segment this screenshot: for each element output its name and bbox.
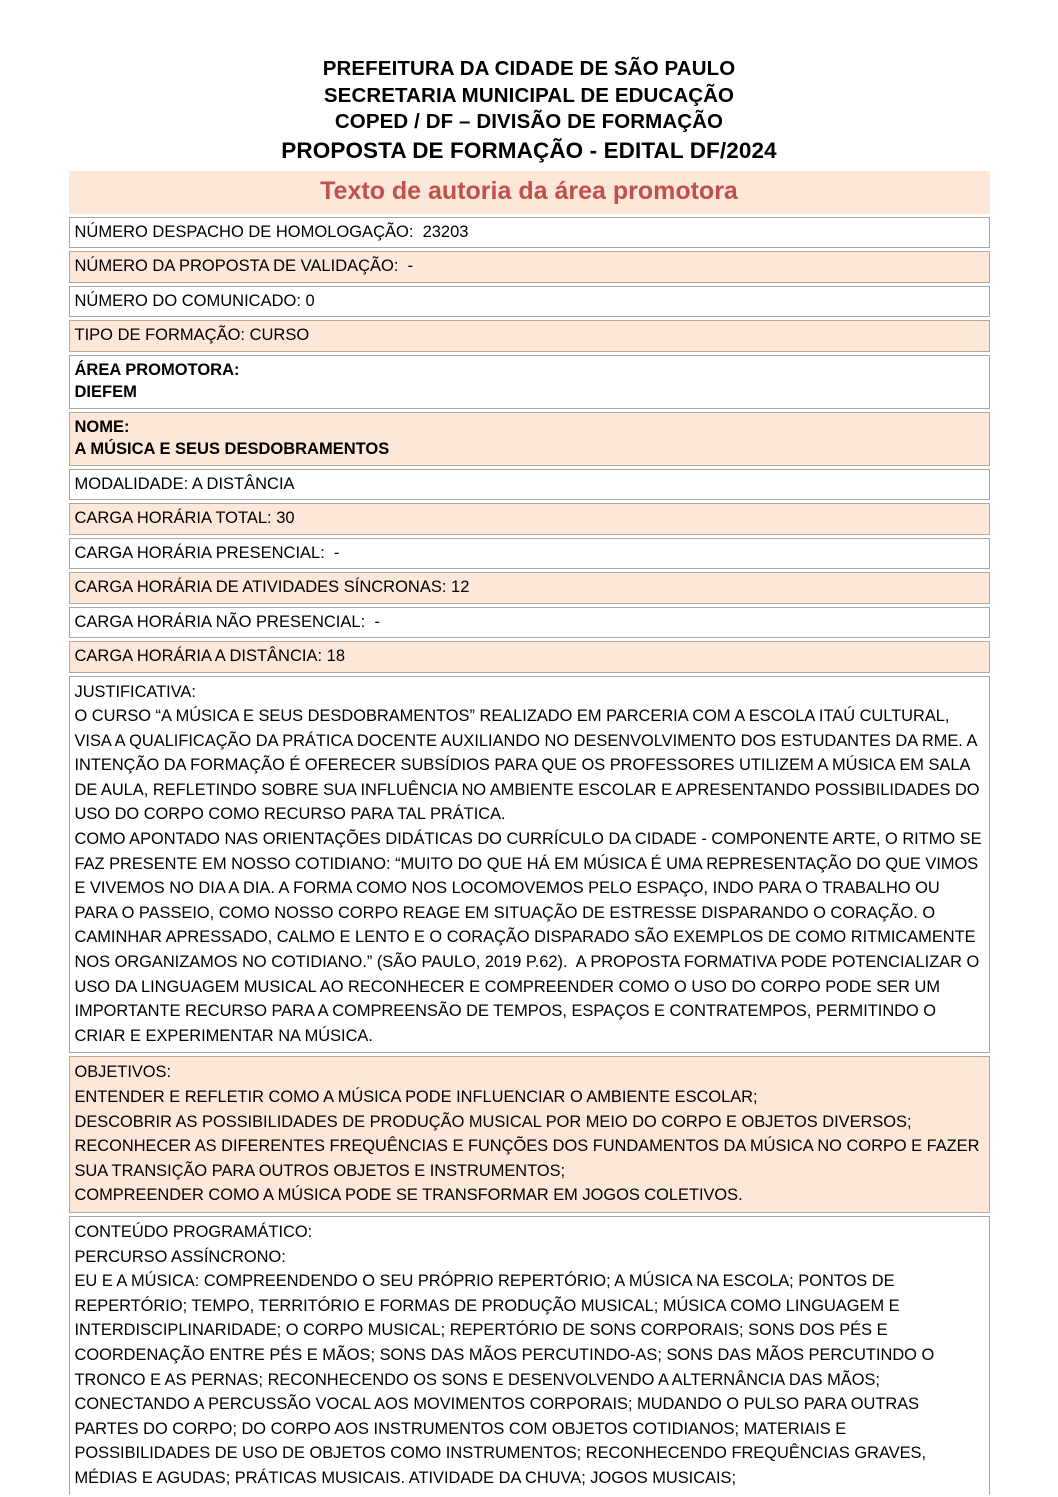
banner-texto-autoria bbox=[69, 171, 990, 214]
form-row-carga-horaria-presencial-line-1: CARGA HORÁRIA PRESENCIAL: - bbox=[74, 543, 340, 562]
form-row-carga-horaria-total-line-1: CARGA HORÁRIA TOTAL: 30 bbox=[74, 509, 295, 527]
form-row-conteudo-programatico bbox=[69, 1216, 990, 1495]
form-row-numero-comunicado-line-1: NÚMERO DO COMUNICADO: 0 bbox=[74, 291, 315, 310]
form-row-area-promotora-line-1: ÁREA PROMOTORA: bbox=[74, 360, 240, 379]
header-line-secretaria: SECRETARIA MUNICIPAL DE EDUCAÇÃO bbox=[323, 83, 735, 107]
form-row-area-promotora bbox=[69, 355, 990, 409]
form-row-tipo-de-formacao-line-1: TIPO DE FORMAÇÃO: CURSO bbox=[74, 326, 310, 344]
form-row-conteudo-programatico-line-2: PERCURSO ASSÍNCRONO: bbox=[74, 1247, 286, 1266]
form-rows-container bbox=[69, 217, 990, 1495]
header-line-coped: COPED / DF – DIVISÃO DE FORMAÇÃO bbox=[334, 110, 724, 133]
form-row-objetivos-line-3: DESCOBRIR AS POSSIBILIDADES DE PRODUÇÃO MUSICAL POR MEIO DO CORPO E OBJETOS DIVERSOS; bbox=[74, 1112, 912, 1131]
form-row-nome bbox=[69, 412, 990, 466]
form-row-numero-proposta-validacao-line-1: NÚMERO DA PROPOSTA DE VALIDAÇÃO: - bbox=[74, 257, 414, 275]
form-row-objetivos-line-1: OBJETIVOS: bbox=[74, 1063, 172, 1082]
form-row-objetivos-line-2: ENTENDER E REFLETIR COMO A MÚSICA PODE INFLUENCIAR O AMBIENTE ESCOLAR; bbox=[74, 1088, 758, 1106]
form-row-carga-horaria-atividades-sincronas bbox=[69, 572, 990, 604]
header-line-proposta: PROPOSTA DE FORMAÇÃO - EDITAL DF/2024 bbox=[281, 137, 777, 163]
form-row-modalidade-line-1: MODALIDADE: A DISTÂNCIA bbox=[74, 474, 295, 493]
form-row-objetivos bbox=[69, 1056, 990, 1213]
proposal-form-table bbox=[69, 171, 990, 1495]
form-row-nome-line-2: A MÚSICA E SEUS DESDOBRAMENTOS bbox=[74, 440, 390, 458]
form-row-conteudo-programatico-line-1: CONTEÚDO PROGRAMÁTICO: bbox=[74, 1222, 313, 1241]
form-row-carga-horaria-nao-presencial bbox=[69, 607, 990, 639]
form-row-modalidade bbox=[69, 469, 990, 501]
form-row-tipo-de-formacao bbox=[69, 320, 990, 352]
form-row-nome-line-1: NOME: bbox=[74, 417, 130, 436]
document-header bbox=[0, 0, 1058, 165]
form-row-area-promotora-line-2: DIEFEM bbox=[74, 383, 137, 401]
form-row-carga-horaria-nao-presencial-line-1: CARGA HORÁRIA NÃO PRESENCIAL: - bbox=[74, 612, 380, 631]
form-row-carga-horaria-atividades-sincronas-line-1: CARGA HORÁRIA DE ATIVIDADES SÍNCRONAS: 12 bbox=[74, 578, 470, 596]
form-row-objetivos-line-5: COMPREENDER COMO A MÚSICA PODE SE TRANSFORMAR EM JOGOS COLETIVOS. bbox=[74, 1186, 743, 1205]
form-row-carga-horaria-a-distancia bbox=[69, 641, 990, 673]
form-row-numero-comunicado bbox=[69, 286, 990, 318]
header-line-prefeitura: PREFEITURA DA CIDADE DE SÃO PAULO bbox=[322, 57, 736, 80]
form-row-numero-despacho-homologacao-line-1: NÚMERO DESPACHO DE HOMOLOGAÇÃO: 23203 bbox=[74, 222, 469, 241]
form-row-justificativa-line-1: JUSTIFICATIVA: bbox=[74, 682, 196, 701]
form-row-justificativa-line-3: COMO APONTADO NAS ORIENTAÇÕES DIDÁTICAS DO CURRÍCULO DA CIDADE - COMPONENTE ARTE, O RITMO SE FAZ PRESENTE EM NOSSO COTIDIANO: “MUITO DO QUE HÁ EM MÚSICA É UMA REPRESENTAÇÃO DO QUE VIMOS E VIVEMOS NO DIA A DIA. A FORMA COMO NOS LOCOMOVEMOS PELO ESPAÇO, INDO PARA O TRABALHO OU PARA O PASSEIO, COMO NOSSO CORPO REAGE EM SITUAÇÃO DE ESTRESSE DISPARANDO O CORAÇÃO. O CAMINHAR APRESSADO, CALMO E LENTO E O CORAÇÃO DISPARADO SÃO EXEMPLOS DE COMO RITMICAMENTE NOS ORGANIZAMOS NO COTIDIANO.” (SÃO PAULO, 2019 P.62). A PROPOSTA FORMATIVA PODE POTENCIALIZAR O USO DA LINGUAGEM MUSICAL AO RECONHECER E COMPREENDER COMO O USO DO CORPO PODE SER UM IMPORTANTE RECURSO PARA A COMPREENSÃO DE TEMPOS, ESPAÇOS E CONTRATEMPOS, PERMITINDO O CRIAR E EXPERIMENTAR NA MÚSICA. bbox=[74, 830, 987, 1045]
form-row-objetivos-line-4: RECONHECER AS DIFERENTES FREQUÊNCIAS E FUNÇÕES DOS FUNDAMENTOS DA MÚSICA NO CORPO E FAZER SUA TRANSIÇÃO PARA OUTROS OBJETOS E INSTRUMENTOS; bbox=[74, 1137, 985, 1180]
banner-label: Texto de autoria da área promotora bbox=[320, 176, 738, 205]
form-row-conteudo-programatico-line-3: EU E A MÚSICA: COMPREENDENDO O SEU PRÓPRIO REPERTÓRIO; A MÚSICA NA ESCOLA; PONTOS DE REPERTÓRIO; TEMPO, TERRITÓRIO E FORMAS DE PRODUÇÃO MUSICAL; MÚSICA COMO LINGUAGEM E INTERDISCIPLINARIDADE; O CORPO MUSICAL; REPERTÓRIO DE SONS CORPORAIS; SONS DOS PÉS E COORDENAÇÃO ENTRE PÉS E MÃOS; SONS DAS MÃOS PERCUTINDO-AS; SONS DAS MÃOS PERCUTINDO O TRONCO E AS PERNAS; RECONHECENDO OS SONS E DESENVOLVENDO A ALTERNÂNCIA DAS MÃOS; CONECTANDO A PERCUSSÃO VOCAL AOS MOVIMENTOS CORPORAIS; MUDANDO O PULSO PARA OUTRAS PARTES DO CORPO; DO CORPO AOS INSTRUMENTOS COM OBJETOS COTIDIANOS; MATERIAIS E POSSIBILIDADES DE USO DE OBJETOS COMO INSTRUMENTOS; RECONHECENDO FREQUÊNCIAS GRAVES, MÉDIAS E AGUDAS; PRÁTICAS MUSICAIS. ATIVIDADE DA CHUVA; JOGOS MUSICAIS; bbox=[74, 1272, 939, 1487]
form-row-carga-horaria-a-distancia-line-1: CARGA HORÁRIA A DISTÂNCIA: 18 bbox=[74, 647, 346, 665]
form-row-justificativa-line-2: O CURSO “A MÚSICA E SEUS DESDOBRAMENTOS” REALIZADO EM PARCERIA COM A ESCOLA ITAÚ CULTURAL, VISA A QUALIFICAÇÃO DA PRÁTICA DOCENTE AUXILIANDO NO DESENVOLVIMENTO DOS ESTUDANTES DA RME. A INTENÇÃO DA FORMAÇÃO É OFERECER SUBSÍDIOS PARA QUE OS PROFESSORES UTILIZEM A MÚSICA EM SALA DE AULA, REFLETINDO SOBRE SUA INFLUÊNCIA NO AMBIENTE ESCOLAR E APRESENTANDO POSSIBILIDADES DO USO DO CORPO COMO RECURSO PARA TAL PRÁTICA. bbox=[74, 707, 985, 824]
form-row-numero-proposta-validacao bbox=[69, 251, 990, 283]
form-row-justificativa bbox=[69, 676, 990, 1054]
form-row-numero-despacho-homologacao bbox=[69, 217, 990, 249]
form-row-carga-horaria-presencial bbox=[69, 538, 990, 570]
form-row-carga-horaria-total bbox=[69, 503, 990, 535]
